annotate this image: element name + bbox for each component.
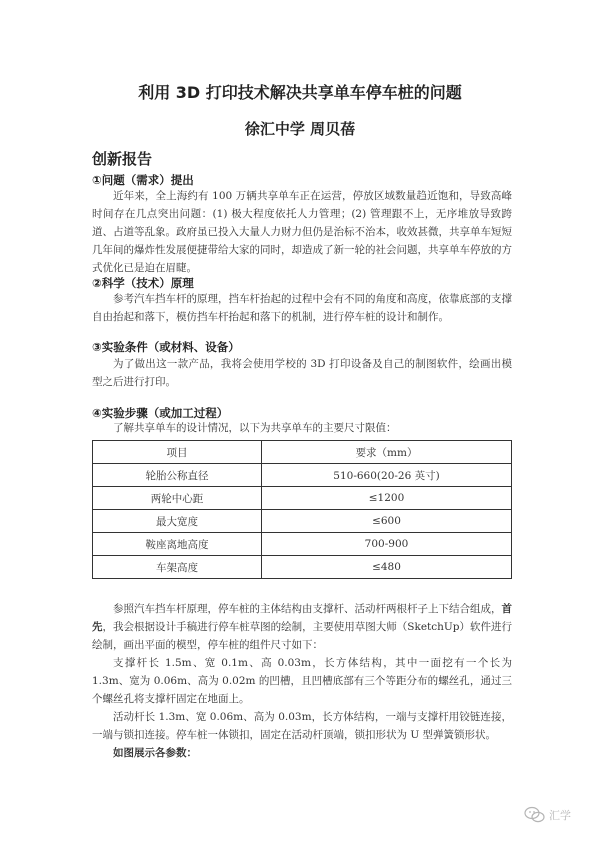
table-cell: 510-660(20-26 英寸) xyxy=(262,464,512,487)
table-row xyxy=(93,487,512,510)
table-header-row xyxy=(93,441,512,464)
report-heading: 创新报告 xyxy=(92,150,153,168)
watermark-text: 汇学 xyxy=(549,809,571,822)
section-1-text: 近年来，全上海约有 100 万辆共享单车正在运营，停放区域数量趋近饱和，导致高峰时间存在几点突出问题：(1) 极大程度依托人力管理；(2) 管理跟不上，无序堆放导致跨道、占道等乱象。政府虽已投入大量人力财力但仍是治标不治本，收效甚微，共享单车短短几年间的爆炸性发展便捷带给大家的同时，却造成了新一轮的社会问题，共享单车停放的方式优化已是迫在眉睫。 xyxy=(92,190,512,274)
table-cell: 700-900 xyxy=(262,533,512,556)
table-cell: 鞍座离地高度 xyxy=(93,533,262,556)
table-cell: 车架高度 xyxy=(93,556,262,579)
support-rod-paragraph: 支撑杆长 1.5m、宽 0.1m、高 0.03m，长方体结构，其中一面挖有一个长为 1.3m、宽为 0.06m、高为 0.02m 的凹槽，且凹槽底部有三个等距分布的螺丝孔，通过三个螺丝孔将支撑杆固定在地面上。 xyxy=(92,657,512,705)
section-2-heading: ②科学（技术）原理 xyxy=(92,276,194,290)
section-1-heading: ①问题（需求）提出 xyxy=(92,173,194,187)
table-row xyxy=(93,556,512,579)
watermark-logo xyxy=(524,806,571,824)
structure-paragraph xyxy=(92,600,512,654)
movable-rod-paragraph: 活动杆长 1.3m、宽 0.06m、高为 0.03m，长方体结构，一端与支撑杆用铰链连接，一端与锁扣连接。停车桩一体锁扣，固定在活动杆顶端，锁扣形状为 U 型弹簧锁形状。 xyxy=(92,711,512,741)
structure-text-start: 参照汽车挡车杆原理，停车桩的主体结构由支撑杆、活动杆两根杆子上下结合组成， xyxy=(113,603,502,615)
table-row xyxy=(93,533,512,556)
dimension-table xyxy=(92,440,512,579)
section-3-text: 为了做出这一款产品，我将会使用学校的 3D 打印设备及自己的制图软件，绘画出模型之后进行打印。 xyxy=(92,358,512,388)
table-header-cell: 项目 xyxy=(93,441,262,464)
document-title: 利用 3D 打印技术解决共享单车停车桩的问题 xyxy=(138,83,462,102)
table-cell: 两轮中心距 xyxy=(93,487,262,510)
section-4-heading: ④实验步骤（或加工过程） xyxy=(92,406,229,420)
section-2-text: 参考汽车挡车杆的原理，挡车杆抬起的过程中会有不同的角度和高度，依靠底部的支撑自由抬起和落下，模仿挡车杆抬起和落下的机制，进行停车桩的设计和制作。 xyxy=(92,293,512,323)
author-line: 徐汇中学 周贝蓓 xyxy=(244,120,356,138)
table-row xyxy=(93,464,512,487)
section-4-text: 了解共享单车的设计情况，以下为共享单车的主要尺寸限值： xyxy=(113,422,397,434)
structure-text-emphasis: 首先 xyxy=(92,603,512,633)
table-cell: 轮胎公称直径 xyxy=(93,464,262,487)
structure-text-end: ，我会根据设计手稿进行停车桩草图的绘制，主要使用草图大师（SketchUp）软件进行绘制，画出平面的模型，停车桩的组件尺寸如下： xyxy=(92,621,513,651)
table-header-cell: 要求（mm） xyxy=(262,441,512,464)
table-row xyxy=(93,510,512,533)
table-cell: ≤1200 xyxy=(262,487,512,510)
section-3-heading: ③实验条件（或材料、设备） xyxy=(92,340,240,354)
table-cell: ≤480 xyxy=(262,556,512,579)
table-cell: 最大宽度 xyxy=(93,510,262,533)
table-cell: ≤600 xyxy=(262,510,512,533)
figure-intro: 如图展示各参数： xyxy=(113,747,197,759)
wechat-icon xyxy=(524,806,546,824)
